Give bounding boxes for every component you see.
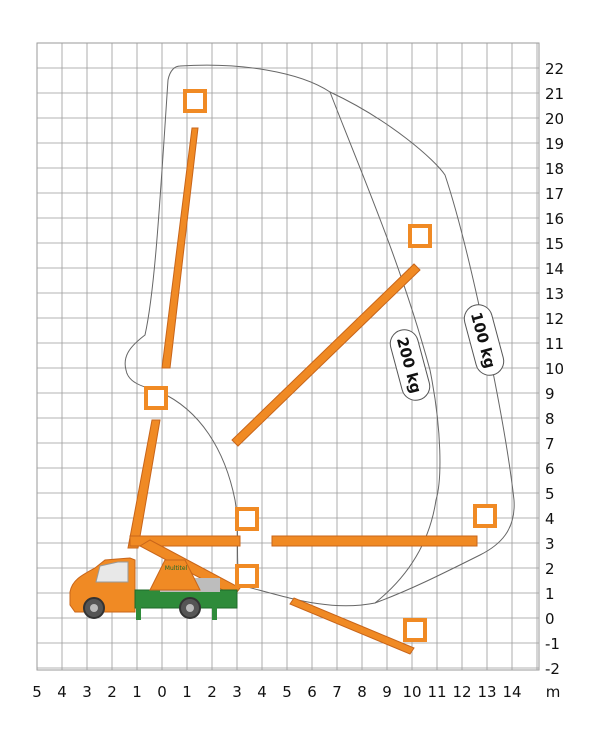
wheel-front-hub: [90, 604, 98, 612]
y-tick-label: 5: [545, 485, 555, 503]
y-tick-label: 9: [545, 385, 555, 403]
x-tick-label: 11: [427, 683, 447, 701]
y-tick-label: 10: [545, 360, 565, 378]
y-tick-label: 14: [545, 260, 565, 278]
boom-vertical: [162, 128, 198, 368]
outrigger-rear: [212, 598, 217, 620]
x-tick-label: 2: [207, 683, 217, 701]
y-tick-label: 22: [545, 60, 565, 78]
basket-far: [475, 506, 495, 526]
y-tick-label: 6: [545, 460, 555, 478]
y-tick-label: 11: [545, 335, 565, 353]
y-tick-label: 12: [545, 310, 565, 328]
y-tick-label: 1: [545, 585, 555, 603]
x-tick-label: 2: [107, 683, 117, 701]
basket-below: [405, 620, 425, 640]
y-tick-label: 20: [545, 110, 565, 128]
basket-mast: [146, 388, 166, 408]
x-tick-label: 3: [82, 683, 92, 701]
y-tick-label: 16: [545, 210, 565, 228]
load-label-100kg-text: 100 kg: [466, 310, 500, 371]
y-tick-label: 19: [545, 135, 565, 153]
basket-top: [185, 91, 205, 111]
x-tick-label: 5: [282, 683, 292, 701]
basket-near: [237, 509, 257, 529]
y-tick-label: 0: [545, 610, 555, 628]
truck-logo: Multitel: [164, 565, 188, 572]
load-label-200kg: [387, 327, 433, 404]
y-tick-label: 13: [545, 285, 565, 303]
x-tick-label: 0: [157, 683, 167, 701]
y-tick-label: 15: [545, 235, 565, 253]
x-axis-ticks: [32, 683, 521, 701]
load-label-100kg: [461, 302, 507, 379]
boom-mast: [128, 420, 160, 548]
x-tick-label: 4: [57, 683, 67, 701]
outrigger-front: [136, 598, 141, 620]
x-tick-label: 1: [132, 683, 142, 701]
x-tick-label: 8: [357, 683, 367, 701]
wheel-rear-hub: [186, 604, 194, 612]
x-axis-unit: m: [545, 683, 561, 701]
basket-diagonal: [410, 226, 430, 246]
boom-horizontal: [272, 536, 477, 546]
y-tick-label: 18: [545, 160, 565, 178]
x-tick-label: 10: [402, 683, 422, 701]
x-tick-label: 1: [182, 683, 192, 701]
outer-envelope-100kg: [125, 65, 514, 606]
x-tick-label: 4: [257, 683, 267, 701]
boom-diagonal: [232, 264, 420, 446]
y-tick-label: 3: [545, 535, 555, 553]
y-tick-label: 4: [545, 510, 555, 528]
y-tick-label: 8: [545, 410, 555, 428]
x-tick-label: 9: [382, 683, 392, 701]
load-label-200kg-text: 200 kg: [392, 335, 426, 396]
x-tick-label: 14: [502, 683, 522, 701]
boom-downward: [290, 598, 414, 654]
x-tick-label: 7: [332, 683, 342, 701]
y-tick-label: 17: [545, 185, 565, 203]
x-tick-label: 5: [32, 683, 42, 701]
x-tick-label: 13: [477, 683, 497, 701]
y-tick-label: 7: [545, 435, 555, 453]
x-tick-label: 12: [452, 683, 472, 701]
y-axis-ticks: [545, 60, 564, 678]
x-tick-label: 6: [307, 683, 317, 701]
y-tick-label: 21: [545, 85, 565, 103]
y-tick-label: 2: [545, 560, 555, 578]
x-tick-label: 3: [232, 683, 242, 701]
basket-low: [237, 566, 257, 586]
inner-envelope-200kg: [330, 92, 440, 603]
y-tick-label: -2: [545, 660, 560, 678]
y-tick-label: -1: [545, 635, 560, 653]
